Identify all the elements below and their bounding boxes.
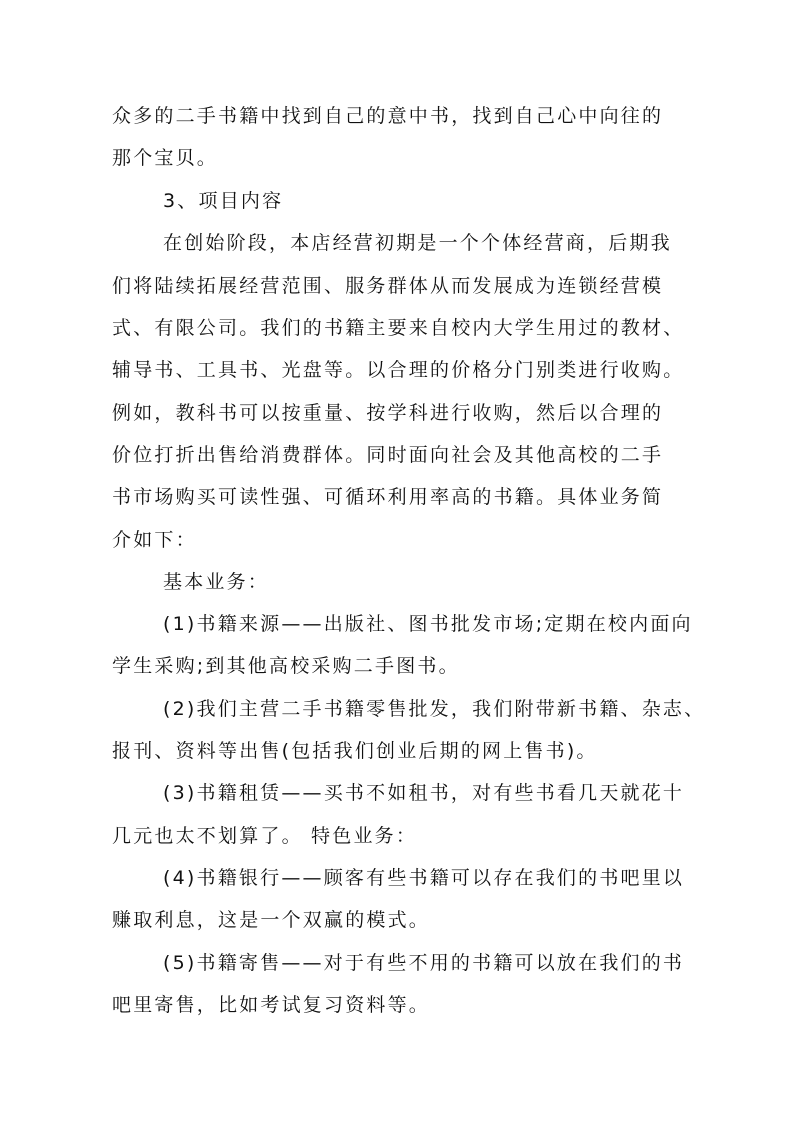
text-line: 报刊、资料等出售(包括我们创业后期的网上售书)。	[112, 740, 598, 762]
text-line: 们将陆续拓展经营范围、服务群体从而发展成为连锁经营模	[112, 275, 664, 297]
section-heading: 3、项目内容	[163, 190, 284, 212]
paragraph-start: 在创始阶段，本店经营初期是一个个体经营商，后期我	[163, 232, 672, 254]
list-item-5: (5)书籍寄售——对于有些不用的书籍可以放在我们的书	[163, 952, 685, 974]
text-line: 辅导书、工具书、光盘等。以合理的价格分门别类进行收购。	[112, 359, 685, 381]
text-line: 吧里寄售，比如考试复习资料等。	[112, 994, 431, 1016]
text-line: 书市场购买可读性强、可循环利用率高的书籍。具体业务简	[112, 486, 664, 508]
list-item-1: (1)书籍来源——出版社、图书批发市场;定期在校内面向	[163, 613, 693, 635]
text-line: 众多的二手书籍中找到自己的意中书，找到自己心中向往的	[112, 105, 664, 127]
text-line: 学生采购;到其他高校采购二手图书。	[112, 655, 460, 677]
text-line: 那个宝贝。	[112, 147, 219, 169]
text-line: 例如，教科书可以按重量、按学科进行收购，然后以合理的	[112, 402, 664, 424]
text-line: 几元也太不划算了。 特色业务：	[112, 825, 418, 847]
list-item-2: (2)我们主营二手书籍零售批发，我们附带新书籍、杂志、	[163, 698, 706, 720]
text-line: 价位打折出售给消费群体。同时面向社会及其他高校的二手	[112, 444, 664, 466]
text-line: 赚取利息，这是一个双赢的模式。	[112, 909, 431, 931]
list-item-4: (4)书籍银行——顾客有些书籍可以存在我们的书吧里以	[163, 867, 685, 889]
subheading-basic-business: 基本业务：	[163, 571, 270, 593]
text-line: 式、有限公司。我们的书籍主要来自校内大学生用过的教材、	[112, 317, 685, 339]
text-line: 介如下：	[112, 529, 197, 551]
list-item-3: (3)书籍租赁——买书不如租书，对有些书看几天就花十	[163, 782, 685, 804]
